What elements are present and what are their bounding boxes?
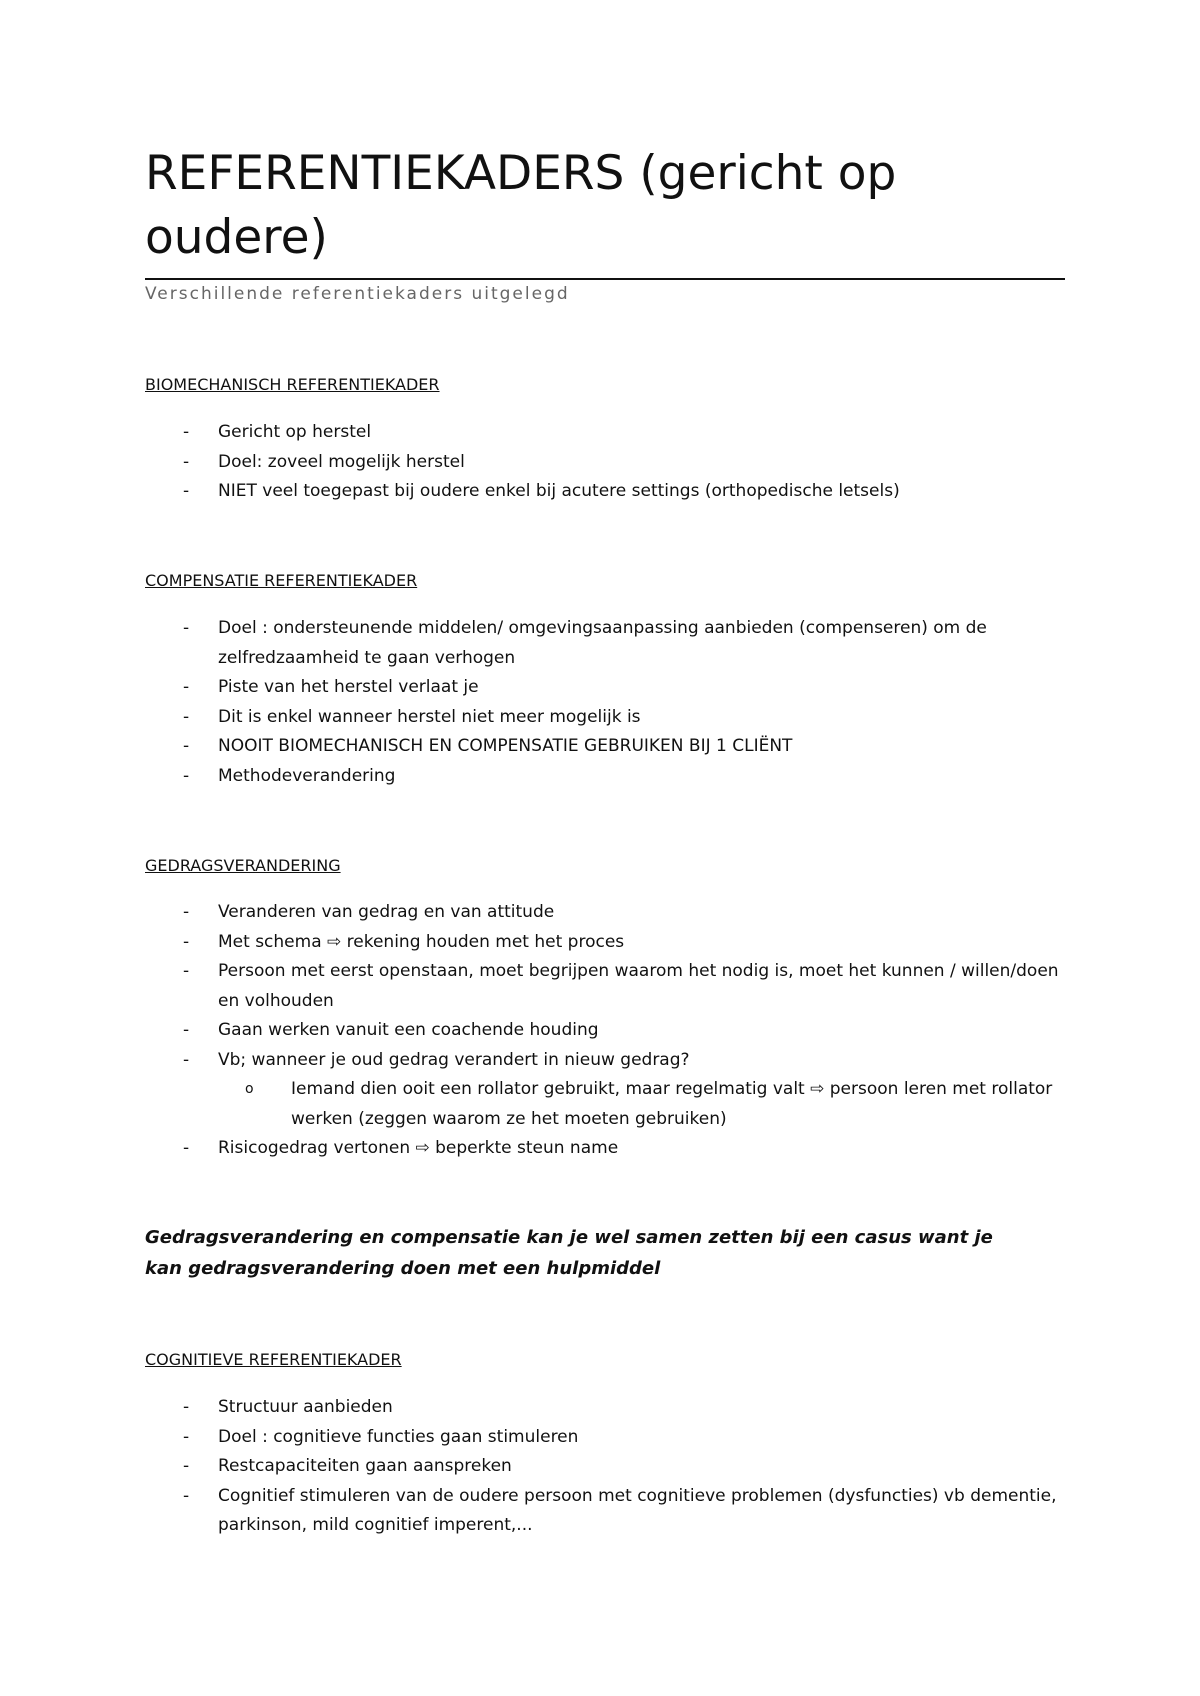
bullet-dash: -	[183, 902, 190, 922]
bullet-dash: -	[183, 931, 190, 952]
list-item: - Persoon met eerst openstaan, moet begrijpen waarom het nodig is, moet het kunnen / willen/doen en volhouden	[145, 957, 1065, 1016]
emphasis-note: Gedragsverandering en compensatie kan je wel samen zetten bij een casus want je kan gedragsverandering doen met een hulpmiddel	[145, 1227, 993, 1279]
bullet-dash: -	[183, 481, 190, 501]
document-subtitle: Verschillende referentiekaders uitgelegd	[145, 284, 570, 304]
bullet-dash: -	[183, 961, 190, 981]
bullet-dash: -	[183, 677, 190, 697]
list-item: - Restcapaciteiten gaan aanspreken	[145, 1452, 1065, 1482]
bullet-dash: -	[183, 422, 190, 442]
title-divider	[145, 278, 1065, 280]
bullet-dash: -	[183, 736, 190, 756]
bullet-dash: -	[183, 1049, 190, 1070]
list-item: - NOOIT BIOMECHANISCH EN COMPENSATIE GEBRUIKEN BIJ 1 CLIËNT	[145, 732, 1065, 762]
list-item: - Met schema ⇨ rekening houden met het proces	[145, 928, 1065, 958]
bullet-dash: -	[183, 1138, 190, 1158]
list-item: - Vb; wanneer je oud gedrag verandert in nieuw gedrag?	[145, 1046, 1065, 1076]
section-heading-gedragsverandering: GEDRAGSVERANDERING	[145, 856, 341, 875]
bullet-dash: -	[183, 618, 190, 638]
list-item: - Structuur aanbieden	[145, 1393, 1065, 1423]
section-list-biomechanisch	[145, 418, 1065, 507]
list-item: - Doel : ondersteunende middelen/ omgevingsaanpassing aanbieden (compenseren) om de zelfredzaamheid te gaan verhogen	[145, 614, 1065, 673]
bullet-dash: -	[183, 451, 190, 472]
bullet-dash: -	[183, 1426, 190, 1447]
section-heading-cognitieve: COGNITIEVE REFERENTIEKADER	[145, 1350, 402, 1369]
bullet-dash: -	[183, 1020, 190, 1040]
section-list-compensatie	[145, 614, 1065, 791]
bullet-circle: o	[245, 1081, 254, 1097]
list-item: - Methodeverandering	[145, 762, 1065, 792]
list-item: - Dit is enkel wanneer herstel niet meer mogelijk is	[145, 703, 1065, 733]
sub-list-item: o Iemand dien ooit een rollator gebruikt, maar regelmatig valt ⇨ persoon leren met rollator werken (zeggen waarom ze het moeten gebruiken)	[145, 1075, 1065, 1134]
list-item: - Doel: zoveel mogelijk herstel	[145, 448, 1065, 478]
list-item: - Cognitief stimuleren van de oudere persoon met cognitieve problemen (dysfuncties) vb dementie, parkinson, mild cognitief imperent,...	[145, 1482, 1065, 1541]
bullet-dash: -	[183, 706, 190, 727]
section-heading-compensatie: COMPENSATIE REFERENTIEKADER	[145, 571, 418, 590]
list-item: - Risicogedrag vertonen ⇨ beperkte steun name	[145, 1134, 1065, 1164]
bullet-dash: -	[183, 765, 190, 786]
list-item: - Piste van het herstel verlaat je	[145, 673, 1065, 703]
section-list-gedragsverandering	[145, 898, 1065, 1164]
bullet-dash: -	[183, 1397, 190, 1417]
section-list-cognitieve	[145, 1393, 1065, 1541]
section-heading-biomechanisch: BIOMECHANISCH REFERENTIEKADER	[145, 375, 440, 394]
list-item: - Veranderen van gedrag en van attitude	[145, 898, 1065, 928]
bullet-dash: -	[183, 1456, 190, 1476]
list-item: - Gaan werken vanuit een coachende houding	[145, 1016, 1065, 1046]
list-item: - Doel : cognitieve functies gaan stimuleren	[145, 1423, 1065, 1453]
bullet-dash: -	[183, 1485, 190, 1506]
list-item: - Gericht op herstel	[145, 418, 1065, 448]
document-title: REFERENTIEKADERS (gericht op oudere)	[145, 146, 897, 265]
list-item: - NIET veel toegepast bij oudere enkel bij acutere settings (orthopedische letsels)	[145, 477, 1065, 507]
